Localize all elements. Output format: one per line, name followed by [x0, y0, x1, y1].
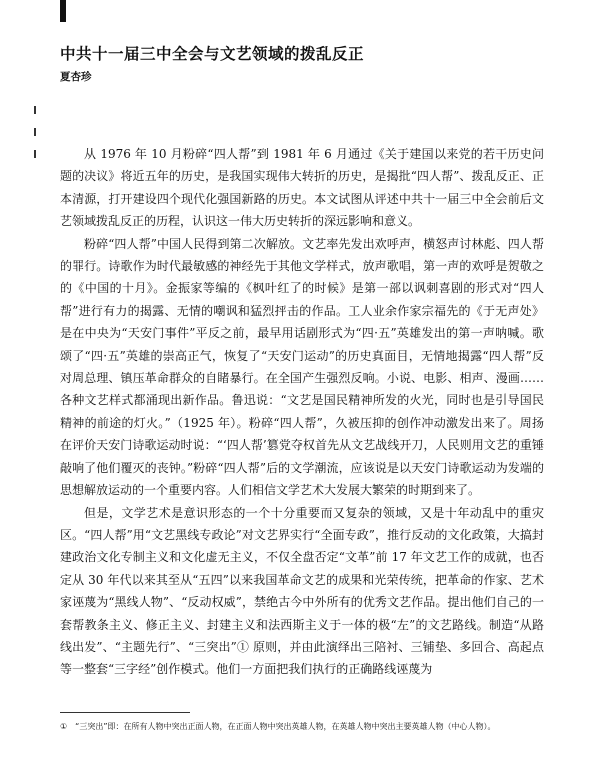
decorative-side-bar — [60, 0, 66, 22]
paragraph-3: 但是，文学艺术是意识形态的一个十分重要而又复杂的领域，又是十年动乱中的重灾区。“四人帮”用“文艺黑线专政论”对文艺界实行“全面专政”，推行反动的文化政策，大搞封建政治文化专制主义和文化虚无主义，不仅全盘否定“文革”前 17 年文艺工作的成就，也否定从 30 年代以来其至从“五四”以来我国革命文艺的成果和光荣传统，把革命的作家、艺术家诬蔑为“黑线人物”、“反动权威”，禁绝古今中外所有的优秀文艺作品。提出他们自己的一套帮教条主义、修正主义、封建主义和法西斯主义于一体的极“左”的文艺路线。制造“从路线出发”、“主题先行”、“三突出”① 原则，并由此演绎出三陪衬、三铺垫、多回合、高起点等一整套“三字经”创作模式。他们一方面把我们执行的正确路线诬蔑为 — [60, 505, 544, 677]
footnote-text: “三突出”即：在所有人物中突出正面人物，在正面人物中突出英雄人物，在英雄人物中突出主要英雄人物（中心人物）。 — [75, 722, 496, 731]
article-body — [60, 143, 544, 681]
article-title: 中共十一届三中全会与文艺领域的拨乱反正 — [60, 45, 365, 63]
footnote — [60, 719, 540, 734]
paragraph-1: 从 1976 年 10 月粉碎“四人帮”到 1981 年 6 月通过《关于建国以来党的若干历史问题的决议》将近五年的历史，是我国实现伟大转折的历史，是揭批“四人帮”、拨乱反正、正本清源，打开建设四个现代化强国新路的历史。本文试图从评述中共十一届三中全会前后文艺领域拨乱反正的历程，认识这一伟大历史转折的深远影响和意义。 — [60, 147, 544, 229]
footnote-divider — [60, 712, 190, 713]
margin-marks — [34, 106, 40, 172]
article-author: 夏杏珍 — [60, 71, 92, 83]
paragraph-2: 粉碎“四人帮”中国人民得到第二次解放。文艺率先发出欢呼声，横怒声讨林彪、四人帮的罪行。诗歌作为时代最敏感的神经先于其他文学样式，放声歌唱，第一声的欢呼是贺敬之的《中国的十月》。金振家等编的《枫叶红了的时候》是第一部以讽刺喜剧的形式对“四人帮”进行有力的揭露、无情的嘲讽和猛烈抨击的作品。工人业余作家宗福先的《于无声处》是在中央为“天安门事件”平反之前，最早用话剧形式为“四·五”英雄发出的第一声呐喊。歌颂了“四·五”英雄的崇高正气，恢复了“天安门运动”的历史真面目，无情地揭露“四人帮”反对周总理、镇压革命群众的自睹暴行。在全国产生强烈反响。小说、电影、相声、漫画……各种文艺样式都涌现出新作品。鲁迅说：“文艺是国民精神所发的火光，同时也是引导国民精神的前途的灯火。”（1925 年）。粉碎“四人帮”，久被压抑的创作冲动激发出来了。周扬在评价天安门诗歌运动时说：“‘四人帮’篡党夺权首先从文艺战线开刀，人民则用文艺的重锤敲响了他们覆灭的丧钟。”粉碎“四人帮”后的文学潮流，应该说是以天安门诗歌运动为发端的思想解放运动的一个重要内容。人们相信文学艺术大发展大繁荣的时期到来了。 — [60, 236, 544, 498]
footnote-mark: ① — [60, 722, 68, 731]
